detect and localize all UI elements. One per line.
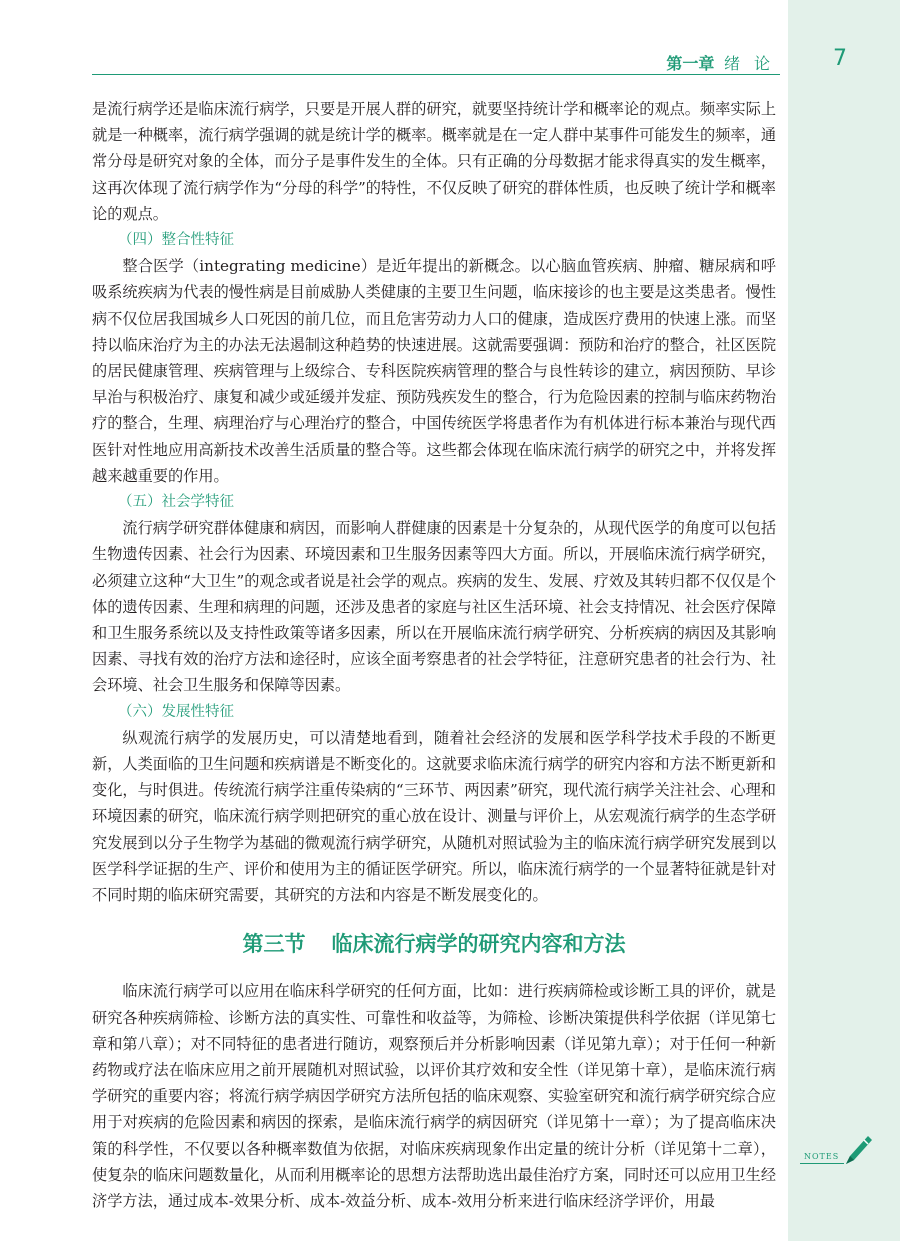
running-header (620, 51, 784, 74)
section-body: 临床流行病学可以应用在临床科学研究的任何方面，比如：进行疾病筛检或诊断工具的评价，就是研究各种疾病筛检、诊断方法的真实性、可靠性和收益等，为筛检、诊断决策提供科学依据（详见第七章和第八章）；对不同特征的患者进行随访，观察预后并分析影响因素（详见第九章）；对于任何一种新药物或疗法在临床应用之前开展随机对照试验，以评价其疗效和安全性（详见第十章），是临床流行病学研究的重要内容；将流行病学病因学研究方法所包括的临床观察、实验室研究和流行病学研究综合应用于对疾病的危险因素和病因的探索，是临床流行病学的病因研究（详见第十一章）；为了提高临床决策的科学性，不仅要以各种概率数值为依据，对临床疾病现象作出定量的统计分析（详见第十二章），使复杂的临床问题数量化，从而利用概率论的思想方法帮助选出最佳治疗方案，同时还可以应用卫生经济学方法，通过成本-效果分析、成本-效益分析、成本-效用分析来进行临床经济学评价，用最 (92, 982, 776, 1210)
header-rule (92, 74, 780, 75)
margin-side-band (788, 0, 900, 1241)
notes-marker (800, 1132, 880, 1172)
subsection-body-development: 纵观流行病学的发展历史，可以清楚地看到，随着社会经济的发展和医学科学技术手段的不断更新，人类面临的卫生问题和疾病谱是不断变化的。这就要求临床流行病学的研究内容和方法不断更新和变化，与时俱进。传统流行病学注重传染病的“三环节、两因素”研究，现代流行病学关注社会、心理和环境因素的研究，临床流行病学则把研究的重心放在设计、测量与评价上，从宏观流行病学的生态学研究发展到以分子生物学为基础的微观流行病学研究，从随机对照试验为主的临床流行病学研究发展到以医学科学证据的生产、评价和使用为主的循证医学研究。所以，临床流行病学的一个显著特征就是针对不同时期的临床研究需要，其研究的方法和内容是不断发展变化的。 (92, 728, 776, 905)
page-body (92, 96, 776, 1214)
section-title: 临床流行病学的研究内容和方法 (331, 932, 626, 957)
subsection-body-integration: 整合医学（integrating medicine）是近年提出的新概念。以心脑血管疾病、肿瘤、糖尿病和呼吸系统疾病为代表的慢性病是目前威胁人类健康的主要卫生问题，临床接诊的也主要是这类患者。慢性病不仅位居我国城乡人口死因的前几位，而且危害劳动力人口的健康，造成医疗费用的快速上涨。而坚持以临床治疗为主的办法无法遏制这种趋势的快速进展。这就需要强调：预防和治疗的整合，社区医院的居民健康管理、疾病管理与上级综合、专科医院疾病管理的整合与良性转诊的建立，病因预防、早诊早治与积极治疗、康复和减少或延缓并发症、预防残疾发生的整合，行为危险因素的控制与临床药物治疗的整合，生理、病理治疗与心理治疗的整合，中国传统医学将患者作为有机体进行标本兼治与现代西医针对性地应用高新技术改善生活质量的整合等。这些都会体现在临床流行病学的研究之中，并将发挥越来越重要的作用。 (92, 257, 776, 485)
subsection-heading-integration: （四）整合性特征 (118, 232, 234, 249)
notes-underline (800, 1163, 844, 1164)
pen-nib-icon (840, 1132, 876, 1168)
chapter-label: 第一章 (666, 54, 715, 73)
chapter-title: 绪论 (723, 54, 784, 73)
subsection-heading-sociology: （五）社会学特征 (118, 494, 234, 511)
section-heading (92, 928, 776, 960)
section-label: 第三节 (242, 932, 306, 957)
subsection-body-sociology: 流行病学研究群体健康和病因，而影响人群健康的因素是十分复杂的，从现代医学的角度可以包括生物遗传因素、社会行为因素、环境因素和卫生服务因素等四大方面。所以，开展临床流行病学研究，必须建立这种“大卫生”的观念或者说是社会学的观点。疾病的发生、发展、疗效及其转归都不仅仅是个体的遗传因素、生理和病理的问题，还涉及患者的家庭与社区生活环境、社会支持情况、社会医疗保障和卫生服务系统以及支持性政策等诸多因素，所以在开展临床流行病学研究、分析疾病的病因及其影响因素、寻找有效的治疗方法和途径时，应该全面考察患者的社会学特征，注意研究患者的社会行为、社会环境、社会卫生服务和保障等因素。 (92, 519, 776, 695)
notes-label: NOTES (804, 1152, 840, 1161)
subsection-heading-development: （六）发展性特征 (118, 703, 234, 720)
page-number: 7 (833, 46, 847, 71)
intro-paragraph: 是流行病学还是临床流行病学，只要是开展人群的研究，就要坚持统计学和概率论的观点。频率实际上就是一种概率，流行病学强调的就是统计学的概率。概率就是在一定人群中某事件可能发生的频率，通常分母是研究对象的全体，而分子是事件发生的全体。只有正确的分母数据才能求得真实的发生概率，这再次体现了流行病学作为“分母的科学”的特性，不仅反映了研究的群体性质，也反映了统计学和概率论的观点。 (92, 100, 776, 223)
